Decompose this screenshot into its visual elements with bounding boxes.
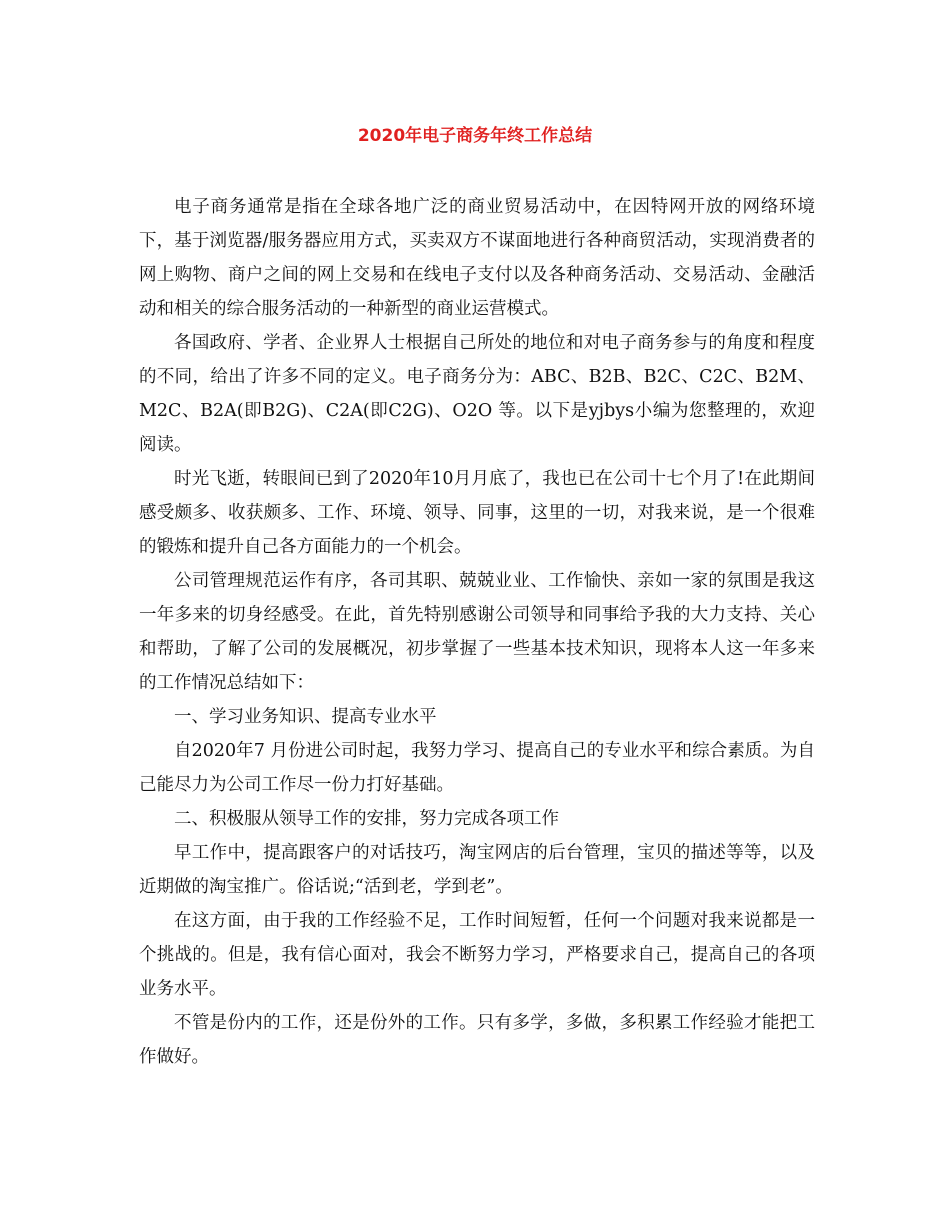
paragraph-challenges: 在这方面，由于我的工作经验不足，工作时间短暂，任何一个问题对我来说都是一个挑战的。但是，我有信心面对，我会不断努力学习，严格要求自己，提高自己的各项业务水平。 <box>139 911 815 999</box>
section-heading-1: 一、学习业务知识、提高专业水平 <box>174 707 437 727</box>
paragraph-definitions: 各国政府、学者、企业界人士根据自己所处的地位和对电子商务参与的角度和程度的不同，给出了许多不同的定义。电子商务分为：ABC、B2B、B2C、C2C、B2M、M2C、B2A(即B2G)、C2A(即C2G)、O2O 等。以下是yjbys小编为您整理的，欢迎阅读。 <box>139 333 815 455</box>
paragraph-work-skills: 早工作中，提高跟客户的对话技巧，淘宝网店的后台管理，宝贝的描述等等，以及近期做的淘宝推广。俗话说;“活到老，学到老”。 <box>139 843 815 897</box>
paragraph-conclusion: 不管是份内的工作，还是份外的工作。只有多学，多做，多积累工作经验才能把工作做好。 <box>139 1013 815 1067</box>
paragraph-time-passes: 时光飞逝，转眼间已到了2020年10月月底了，我也已在公司十七个月了!在此期间感受颇多、收获颇多、工作、环境、领导、同事，这里的一切，对我来说，是一个很难的锻炼和提升自己各方面能力的一个机会。 <box>139 469 815 557</box>
paragraph-study: 自2020年7 月份进公司时起，我努力学习、提高自己的专业水平和综合素质。为自己能尽力为公司工作尽一份力打好基础。 <box>139 741 815 795</box>
document-body <box>139 190 815 1074</box>
paragraph-company-management: 公司管理规范运作有序，各司其职、兢兢业业、工作愉快、亲如一家的氛围是我这一年多来的切身经感受。在此，首先特别感谢公司领导和同事给予我的大力支持、关心和帮助，了解了公司的发展概况，初步掌握了一些基本技术知识，现将本人这一年多来的工作情况总结如下： <box>139 571 815 693</box>
document-title: 2020年电子商务年终工作总结 <box>357 126 593 146</box>
paragraph-intro: 电子商务通常是指在全球各地广泛的商业贸易活动中，在因特网开放的网络环境下，基于浏览器/服务器应用方式，买卖双方不谋面地进行各种商贸活动，实现消费者的网上购物、商户之间的网上交易和在线电子支付以及各种商务活动、交易活动、金融活动和相关的综合服务活动的一种新型的商业运营模式。 <box>139 197 815 319</box>
section-heading-2: 二、积极服从领导工作的安排，努力完成各项工作 <box>174 809 559 829</box>
